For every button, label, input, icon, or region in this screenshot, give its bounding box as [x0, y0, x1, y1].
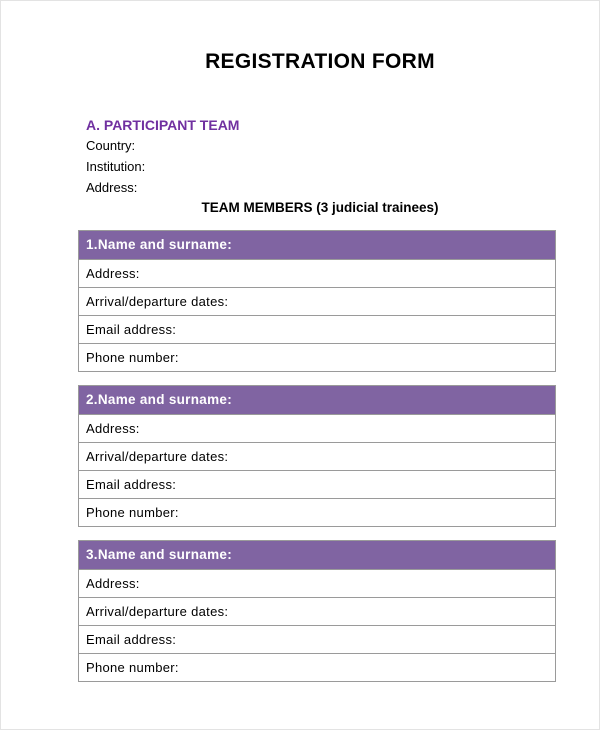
member-1-name-header: 1.Name and surname:	[79, 231, 555, 260]
member-3-table	[78, 540, 556, 682]
member-3-dates-row: Arrival/departure dates:	[79, 598, 555, 626]
member-3-phone-row: Phone number:	[86, 660, 179, 675]
member-3-address-row: Address:	[79, 570, 555, 598]
member-2-name-header: 2.Name and surname:	[79, 386, 555, 415]
member-1-table	[78, 230, 556, 372]
address-field: Address:	[86, 180, 138, 195]
member-3-email-row: Email address:	[79, 626, 555, 654]
member-2-dates-row: Arrival/departure dates:	[79, 443, 555, 471]
country-field: Country:	[86, 138, 136, 153]
member-1-address-row: Address:	[79, 260, 555, 288]
section-a-heading: A. PARTICIPANT TEAM	[86, 117, 240, 133]
form-title: REGISTRATION FORM	[205, 50, 435, 73]
member-2-phone-row: Phone number:	[86, 505, 179, 520]
member-1-dates-row: Arrival/departure dates:	[79, 288, 555, 316]
member-2-table	[78, 385, 556, 527]
member-2-email-row: Email address:	[79, 471, 555, 499]
member-1-phone-row: Phone number:	[86, 350, 179, 365]
member-2-address-row: Address:	[79, 415, 555, 443]
institution-field: Institution:	[86, 159, 146, 174]
member-1-email-row: Email address:	[79, 316, 555, 344]
member-3-name-header: 3.Name and surname:	[79, 541, 555, 570]
team-members-heading: TEAM MEMBERS (3 judicial trainees)	[201, 200, 439, 215]
